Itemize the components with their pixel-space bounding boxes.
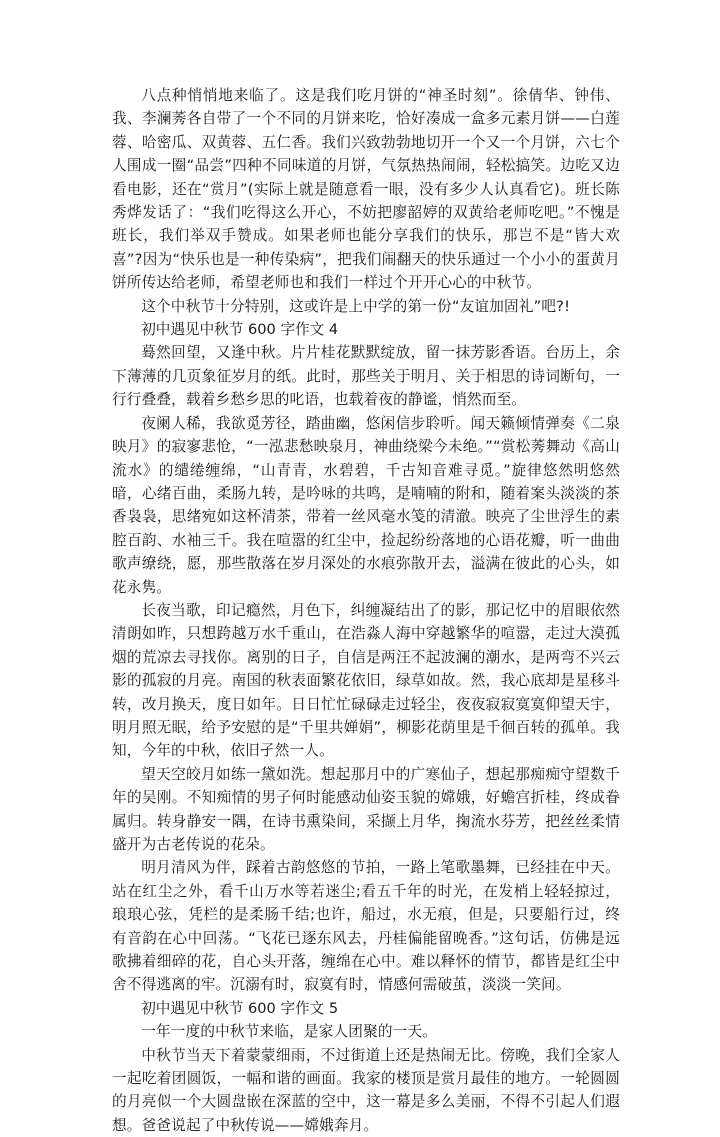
- essay-heading-4: 初中遇见中秋节 600 字作文 4: [141, 321, 339, 339]
- paragraph-essay5-2: 中秋节当天下着蒙蒙细雨，不过街道上还是热闹无比。傍晚，我们全家人一起吃着团圆饭，一幅和谐的画面。我家的楼顶是赏月最佳的地方。一轮圆圆的月亮似一个大圆盘嵌在深蓝的空中，这一幕是多么美丽，不得不引起人们遐想。爸爸说起了中秋传说——嫦娥奔月。: [112, 1046, 620, 1134]
- paragraph-essay5-1: 一年一度的中秋节来临，是家人团聚的一天。: [141, 1023, 438, 1041]
- paragraph-essay4-3: 长夜当歌，印记瘾然，月色下，纠缠凝结出了的影，那记忆中的眉眼依然清朗如昨，只想跨越万水千重山，在浩淼人海中穿越繁华的喧嚣，走过大漠孤烟的荒凉去寻找你。离别的日子，自信是两汪不起波澜的潮水，是两弯不兴云影的孤寂的月亮。南国的秋表面繁花依旧，绿草如故。然，我心底却是星移斗转，改月换天，度日如年。日日忙忙碌碌走过轻尘，夜夜寂寂寞寞仰望天宇，明月照无眠，给予安慰的是“千里共婵娟”，柳影花荫里是千徊百转的孤单。我知，今年的中秋，依旧孑然一人。: [112, 601, 620, 760]
- paragraph-friendship-gift: 这个中秋节十分特别，这或许是上中学的第一份“友谊加固礼”吧?!: [141, 297, 571, 315]
- paragraph-essay4-5: 明月清风为伴，踩着古韵悠悠的节拍，一路上笔歌墨舞，已经挂在中天。站在红尘之外，看千山万水等若迷尘;看五千年的时光，在发梢上轻轻掠过，琅琅心弦，凭栏的是柔肠千结;也许，船过，水无痕，但是，只要船行过，终有音韵在心中回荡。“飞花已逐东风去，丹桂偏能留晚香。”这句话，仿佛是远歌拂着细碎的花，自心头开落，缠绵在心中。难以释怀的情节，都皆是红尘中舍不得逃离的牢。沉溺有时，寂寞有时，情感何需破茧，淡淡一笑间。: [112, 859, 620, 994]
- paragraph-essay4-4: 望天空皎月如练一黛如洗。想起那月中的广寒仙子，想起那痴痴守望数千年的吴刚。不知痴情的男子何时能感动仙姿玉貌的嫦娥，好蟾宫折桂，终成眷属归。转身静安一隅，在诗书熏染间，采撷上月华，掬流水芬芳，把丝丝柔情盛开为古老传说的花朵。: [112, 765, 620, 853]
- paragraph-moon-cake-moment: 八点种悄悄地来临了。这是我们吃月饼的“神圣时刻”。徐倩华、钟伟、我、李澜莠各自带了一个不同的月饼来吃，恰好凑成一盒多元素月饼——白莲蓉、哈密瓜、双黄蓉、五仁香。我们兴致勃勃地切开一个又一个月饼，六七个人围成一圈“品尝”四种不同味道的月饼，气氛热热闹闹，轻松搞笑。边吃又边看电影，还在“赏月”(实际上就是随意看一眼，没有多少人认真看它)。班长陈秀烨发话了：“我们吃得这么开心，不妨把廖韶婷的双黄给老师吃吧。”不愧是班长，我们举双手赞成。如果老师也能分享我们的快乐，那岂不是“皆大欢喜”?因为“快乐也是一种传染病”，把我们闹翻天的快乐通过一个小小的蛋黄月饼所传达给老师，希望老师也和我们一样过个开开心心的中秋节。: [112, 87, 620, 292]
- paragraph-essay4-2: 夜阑人稀，我欲觅芳径，踏曲幽，悠闲信步聆听。闻天籁倾情弹奏《二泉映月》的寂寥悲怆，“一泓悲愁映泉月，神曲绕梁今未绝。”“赏松莠舞动《高山流水》的缱绻缠绵，“山青青，水碧碧，千古知音难寻觅。”旋律悠然明悠然暗，心绪百曲，柔肠九转，是吟咏的共鸣，是喃喃的附和，随着案头淡淡的茶香袅袅，思绪宛如这杯清茶，带着一丝风毫水笺的清澈。映亮了尘世浮生的素腔百韵、水袖三千。我在喧嚣的红尘中，捡起纷纷落地的心语花瓣，听一曲曲歌声缭绕，愿，那些散落在岁月深处的水痕弥散开去，溢满在彼此的心头，如花永隽。: [112, 414, 620, 596]
- essay-heading-5: 初中遇见中秋节 600 字作文 5: [141, 999, 339, 1017]
- paragraph-essay4-1: 蓦然回望，又逢中秋。片片桂花默默绽放，留一抹芳影香语。台历上，余下薄薄的几页象征岁月的纸。此时，那些关于明月、关于相思的诗词断句，一行行叠叠，载着乡愁乡思的叱语，也载着夜的静谧，悄然而至。: [112, 344, 620, 409]
